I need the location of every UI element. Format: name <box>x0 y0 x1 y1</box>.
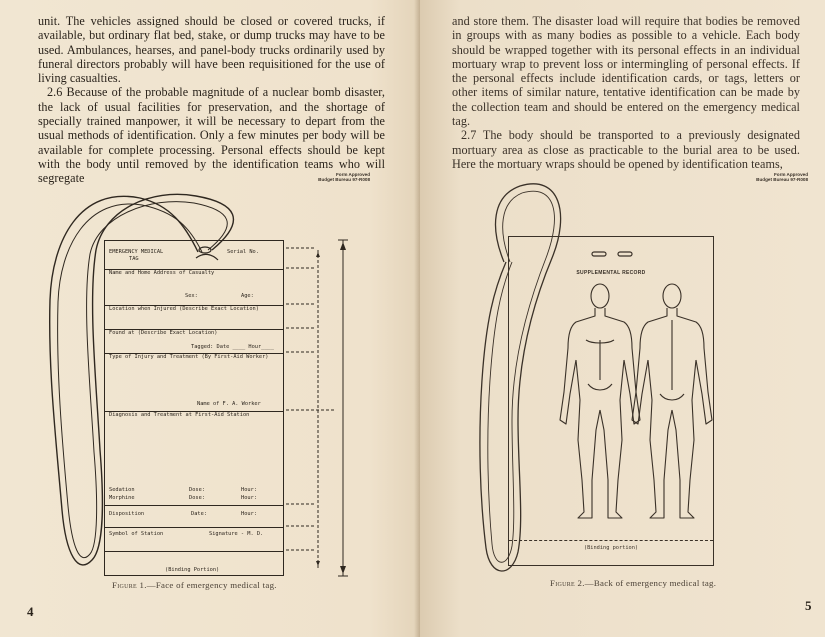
figure-1-caption: Figure 1.—Face of emergency medical tag. <box>112 580 277 590</box>
tag-signature-row: Symbol of Station Signature - M. D. <box>105 527 283 552</box>
binding-portion-label: (Binding portion) <box>583 545 639 551</box>
tag-found-row: Found at (Describe Exact Location) Tagged: Date ____ Hour____ <box>105 329 283 354</box>
tag-header-row: EMERGENCY MEDICAL TAG Serial No. <box>105 241 283 270</box>
tag-binding-row: (Binding Portion) <box>165 567 220 573</box>
tag-injury-row: Type of Injury and Treatment (By First-Aid Worker) Name of F. A. Worker <box>105 353 283 412</box>
tag-disposition-row: Disposition Date: Hour: <box>105 505 283 528</box>
supplemental-record-title: SUPPLEMENTAL RECORD <box>576 270 646 276</box>
body-back-illustration <box>420 0 825 637</box>
right-page <box>420 0 825 637</box>
paragraph: 2.6 Because of the probable magnitude of a nuclear bomb disaster, the lack of usual facilities for preservation, and the shortage of specially trained manpower, it will be necessary to depart from the usual methods of identification. Only a few minutes per body will be available for complete processing. Personal effects should be kept with the body until removed by the identification teams who will segregate <box>38 85 385 186</box>
paragraph: unit. The vehicles assigned should be closed or covered trucks, if available, but ordinary flat bed, stake, or dump trucks may have to be used. Ambulances, hearses, and panel-body trucks ordinarily used by funeral directors probably will have been requisitioned for the use of living casualties. <box>38 14 385 86</box>
paragraph: 2.7 The body should be transported to a previously designated mortuary area as close as practicable to the burial area to be used. Here the mortuary wraps should be opened by identification teams, <box>452 128 800 171</box>
tag-diagnosis-row: Diagnosis and Treatment at First-Aid Station Sedation Morphine Dose: Dose: Hour: Hour: <box>105 411 283 506</box>
page-number-right: 5 <box>805 598 812 613</box>
tag-location-row: Location when Injured (Describe Exact Location) <box>105 305 283 330</box>
figure-2-caption: Figure 2.—Back of emergency medical tag. <box>550 578 717 588</box>
form-approved-note: Form Approved Budget Bureau 97-R008 <box>756 172 808 183</box>
page-number-left: 4 <box>27 604 34 619</box>
form-approved-note: Form Approved Budget Bureau 97-R008 <box>318 172 370 183</box>
tag-name-row: Name and Home Address of Casualty Sex: Age: <box>105 269 283 306</box>
paragraph: and store them. The disaster load will require that bodies be removed in groups with as many bodies as possible to a vehicle. Each body should be wrapped together with its personal effects in an individual mortuary wrap to prevent loss or intermingling of personal effects. If the personal effects include identification cards, or tags, letters or other items of similar nature, tentative identification can be made by the collection team and should be entered on the emergency medical tag. <box>452 14 800 129</box>
